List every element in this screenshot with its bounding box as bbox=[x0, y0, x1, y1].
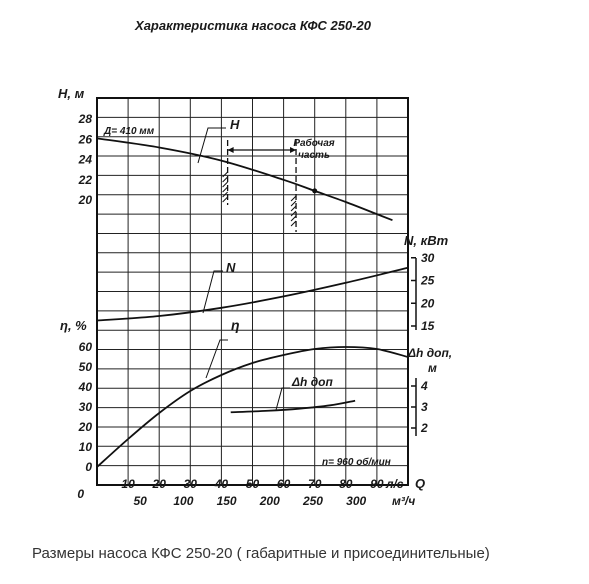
origin-label: 0 bbox=[77, 487, 84, 501]
work-zone-hatch bbox=[291, 196, 296, 201]
work-zone-hatch bbox=[223, 172, 228, 177]
eta-tick-label: 0 bbox=[85, 460, 92, 474]
work-zone-hatch bbox=[291, 216, 296, 221]
x-ls-tick-label: 70 bbox=[308, 477, 322, 491]
h-tick-label: 28 bbox=[78, 112, 92, 127]
work-zone-hatch bbox=[291, 221, 296, 226]
x-axis-q-label: Q bbox=[415, 476, 426, 491]
work-zone-hatch bbox=[223, 182, 228, 187]
x-ls-tick-label: 30 bbox=[183, 477, 197, 491]
work-zone-hatch bbox=[223, 197, 228, 202]
eta-tick-label: 40 bbox=[78, 380, 92, 394]
dh-tick-label: 3 bbox=[421, 400, 428, 414]
eta-tick-label: 10 bbox=[78, 440, 92, 454]
n-tick-label: 25 bbox=[421, 273, 435, 288]
speed-label: n= 960 об/мин bbox=[322, 457, 391, 468]
caption: Размеры насоса КФС 250-20 ( габаритные и присоединительные) bbox=[32, 545, 490, 562]
h-tick-label: 20 bbox=[78, 193, 92, 207]
work-zone-hatch bbox=[291, 201, 296, 206]
h-curve bbox=[97, 138, 392, 220]
h-tick-label: 22 bbox=[78, 172, 92, 187]
eta-curve-label: η bbox=[231, 317, 240, 333]
n-tick-label: 30 bbox=[421, 250, 435, 265]
n-axis-label: N, кВт bbox=[404, 233, 449, 248]
x-m3h-tick-label: 250 bbox=[302, 494, 323, 508]
x-m3h-tick-label: 100 bbox=[173, 494, 194, 508]
work-zone-hatch bbox=[291, 211, 296, 216]
x-ls-tick-label: 90 bbox=[370, 477, 384, 491]
eta-tick-label: 50 bbox=[78, 360, 92, 374]
curve-label-leader bbox=[206, 340, 228, 378]
dh-curve-label: Δh доп bbox=[292, 375, 333, 389]
x-ls-tick-label: 50 bbox=[245, 477, 260, 491]
diameter-label: Д= 410 мм bbox=[104, 126, 155, 137]
x-m3h-tick-label: 50 bbox=[133, 494, 147, 508]
x-ls-tick-label: 80 bbox=[339, 477, 353, 491]
h-curve-label: H bbox=[230, 117, 240, 132]
chart-title: Характеристика насоса КФС 250-20 bbox=[135, 18, 371, 33]
dh-tick-label: 4 bbox=[421, 379, 428, 393]
dh-axis-label-1: Δh доп, bbox=[408, 346, 453, 360]
work-zone-hatch bbox=[223, 187, 228, 192]
eta-tick-label: 30 bbox=[78, 400, 92, 414]
grid bbox=[97, 98, 416, 485]
h-tick-label: 26 bbox=[78, 132, 92, 147]
h-tick-label: 24 bbox=[78, 152, 92, 167]
x-m3h-tick-label: 300 bbox=[346, 494, 367, 508]
x-axis-m3h-label: м³/ч bbox=[392, 494, 416, 508]
work-zone-hatch bbox=[291, 206, 296, 211]
h-axis-label: H, м bbox=[58, 86, 85, 101]
operating-point bbox=[312, 188, 317, 193]
dh-axis-label-2: м bbox=[428, 361, 437, 375]
eta-tick-label: 20 bbox=[78, 420, 92, 434]
x-m3h-tick-label: 150 bbox=[216, 494, 237, 508]
curve-label-leader bbox=[276, 388, 290, 410]
x-ls-tick-label: 40 bbox=[214, 477, 229, 491]
n-curve-label: N bbox=[226, 260, 236, 275]
x-ls-tick-label: 60 bbox=[276, 477, 291, 491]
x-axis-ls-label: л/с bbox=[386, 477, 404, 491]
work-zone-label-1: Рабочая bbox=[293, 138, 335, 149]
work-zone-arrow-left bbox=[228, 147, 234, 153]
dh-tick-label: 2 bbox=[421, 421, 428, 435]
n-tick-label: 15 bbox=[421, 319, 435, 333]
eta-tick-label: 60 bbox=[78, 340, 92, 354]
x-m3h-tick-label: 200 bbox=[259, 494, 280, 508]
dh-curve bbox=[231, 401, 355, 413]
n-tick-label: 20 bbox=[421, 296, 435, 311]
x-ls-tick-label: 20 bbox=[152, 477, 166, 491]
work-zone-hatch bbox=[223, 177, 228, 182]
work-zone-label-2: часть bbox=[298, 150, 330, 161]
x-ls-tick-label: 10 bbox=[121, 477, 135, 491]
eta-axis-label: η, % bbox=[60, 318, 87, 333]
